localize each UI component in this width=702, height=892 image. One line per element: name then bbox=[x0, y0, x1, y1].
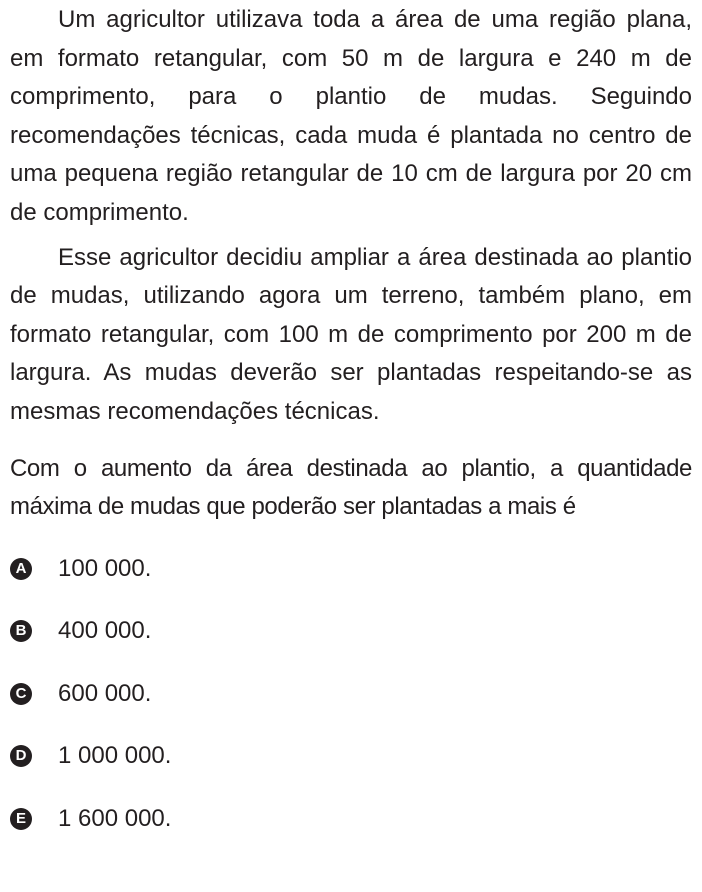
option-e-text: 1 600 000. bbox=[58, 804, 172, 832]
question-stem: Com o aumento da área destinada ao plantio, a quantidade máxima de mudas que poderão ser plantadas a mais é bbox=[10, 454, 692, 521]
option-c-letter-badge: C bbox=[10, 683, 32, 705]
option-c-text: 600 000. bbox=[58, 679, 152, 707]
option-b-text: 400 000. bbox=[58, 617, 152, 645]
option-b[interactable] bbox=[10, 616, 692, 646]
question-paragraph-2: Esse agricultor decidiu ampliar a área destinada ao plantio de mudas, utilizando agora um terreno, também plano, em formato retangular, com 100 m de comprimento por 200 m de largura. As mudas deverão ser plantadas respeitando-se as mesmas recomendações técnicas. bbox=[10, 243, 692, 425]
option-b-letter-badge: B bbox=[10, 620, 32, 642]
option-e-letter-badge: E bbox=[10, 808, 32, 830]
option-a[interactable] bbox=[10, 554, 692, 584]
question-paragraph-1: Um agricultor utilizava toda a área de uma região plana, em formato retangular, com 50 m de largura e 240 m de comprimento, para o plantio de mudas. Seguindo recomendações técnicas, cada muda é plantada no centro de uma pequena região retangular de 10 cm de largura por 20 cm de comprimento. bbox=[10, 6, 692, 226]
option-e[interactable] bbox=[10, 804, 692, 834]
option-a-text: 100 000. bbox=[58, 554, 152, 582]
answer-options bbox=[10, 554, 692, 834]
option-d-text: 1 000 000. bbox=[58, 742, 172, 770]
option-a-letter-badge: A bbox=[10, 558, 32, 580]
option-d[interactable] bbox=[10, 741, 692, 771]
option-d-letter-badge: D bbox=[10, 745, 32, 767]
question-document bbox=[10, 0, 692, 866]
option-c[interactable] bbox=[10, 679, 692, 709]
